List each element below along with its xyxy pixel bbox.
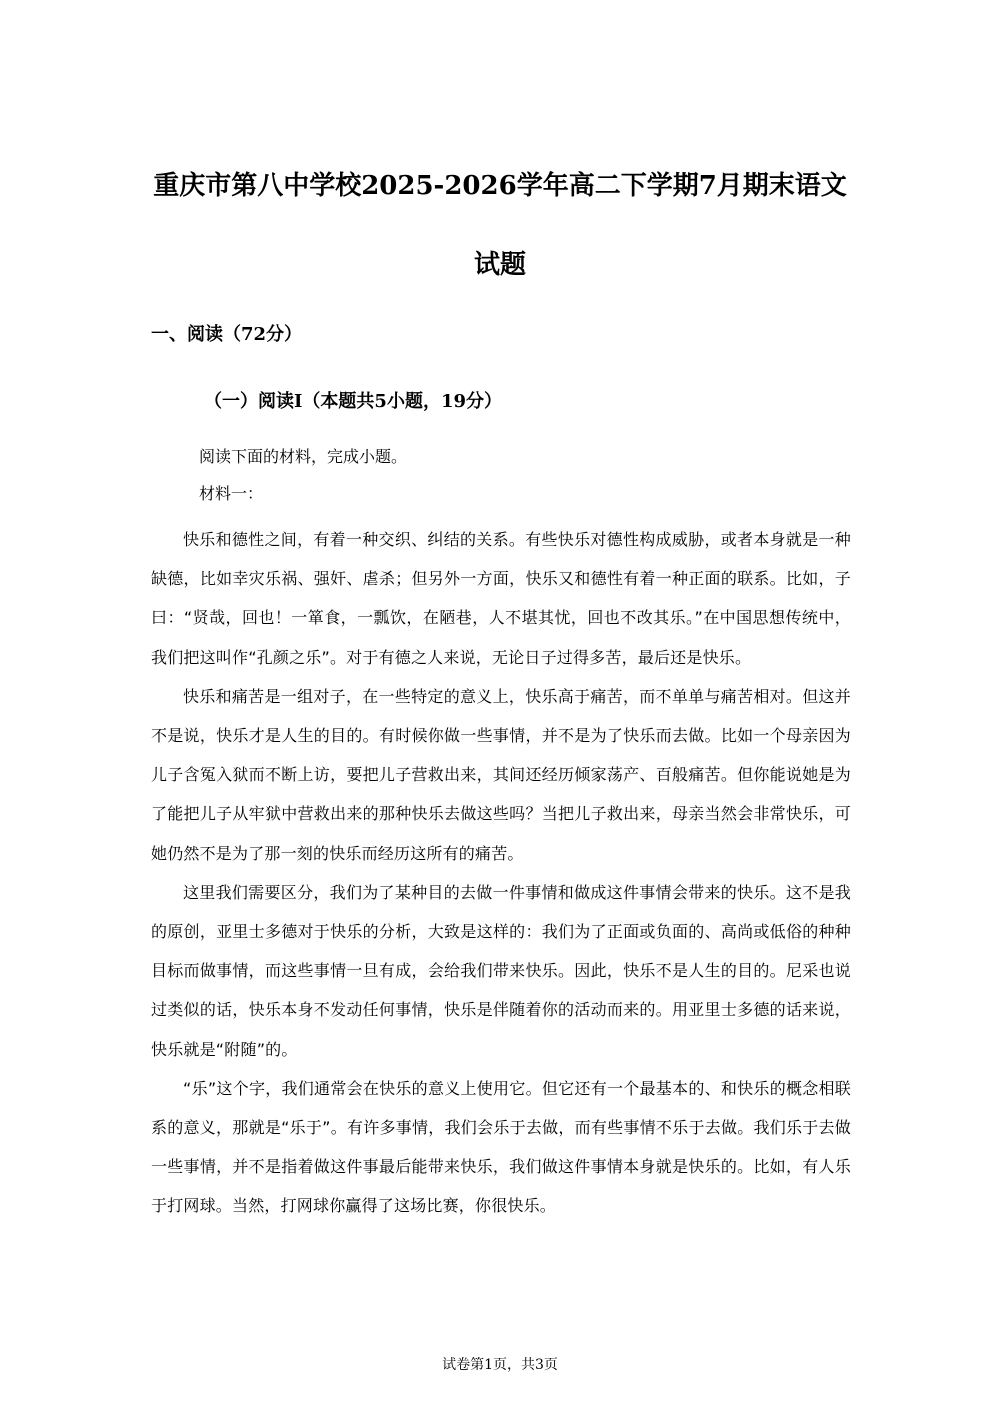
passage-paragraph: 快乐和痛苦是一组对子，在一些特定的意义上，快乐高于痛苦，而不单单与痛苦相对。但这并不是说，快乐才是人生的目的。有时候你做一些事情，并不是为了快乐而去做。比如一个母亲因为儿子含冤入狱而不断上访，要把儿子营救出来，其间还经历倾家荡产、百般痛苦。但你能说她是为了能把儿子从牢狱中营救出来的那种快乐去做这些吗？当把儿子救出来，母亲当然会非常快乐，可她仍然不是为了那一刻的快乐而经历这所有的痛苦。: [151, 686, 851, 863]
document-title-line2: 试题: [473, 250, 526, 280]
instruction-text: 阅读下面的材料，完成小题。: [199, 447, 408, 466]
passage-body: [151, 520, 851, 1226]
passage-paragraph: 这里我们需要区分，我们为了某种目的去做一件事情和做成这件事情会带来的快乐。这不是我的原创，亚里士多德对于快乐的分析，大致是这样的：我们为了正面或负面的、高尚或低俗的种种目标而做事情，而这些事情一旦有成，会给我们带来快乐。因此，快乐不是人生的目的。尼采也说过类似的话，快乐本身不发动任何事情，快乐是伴随着你的活动而来的。用亚里士多德的话来说，快乐就是“附随”的。: [151, 882, 851, 1059]
document-title-line1: 重庆市第八中学校2025-2026学年高二下学期7月期末语文: [153, 171, 847, 201]
page-footer: 试卷第1页，共3页: [442, 1357, 558, 1373]
material-label: 材料一：: [199, 484, 264, 503]
passage-paragraph: 快乐和德性之间，有着一种交织、纠结的关系。有些快乐对德性构成威胁，或者本身就是一种缺德，比如幸灾乐祸、强奸、虐杀；但另外一方面，快乐又和德性有着一种正面的联系。比如，子曰：“贤哉，回也！一箪食，一瓢饮，在陋巷，人不堪其忧，回也不改其乐。”在中国思想传统中，我们把这叫作“孔颜之乐”。对于有德之人来说，无论日子过得多苦，最后还是快乐。: [151, 530, 851, 667]
section-heading: 一、阅读（72分）: [151, 324, 303, 345]
sub-heading: （一）阅读Ⅰ（本题共5小题，19分）: [204, 391, 502, 412]
passage-paragraph: “乐”这个字，我们通常会在快乐的意义上使用它。但它还有一个最基本的、和快乐的概念相联系的意义，那就是“乐于”。有许多事情，我们会乐于去做，而有些事情不乐于去做。我们乐于去做一些事情，并不是指着做这件事最后能带来快乐，我们做这件事情本身就是快乐的。比如，有人乐于打网球。当然，打网球你赢得了这场比赛，你很快乐。: [151, 1078, 851, 1216]
